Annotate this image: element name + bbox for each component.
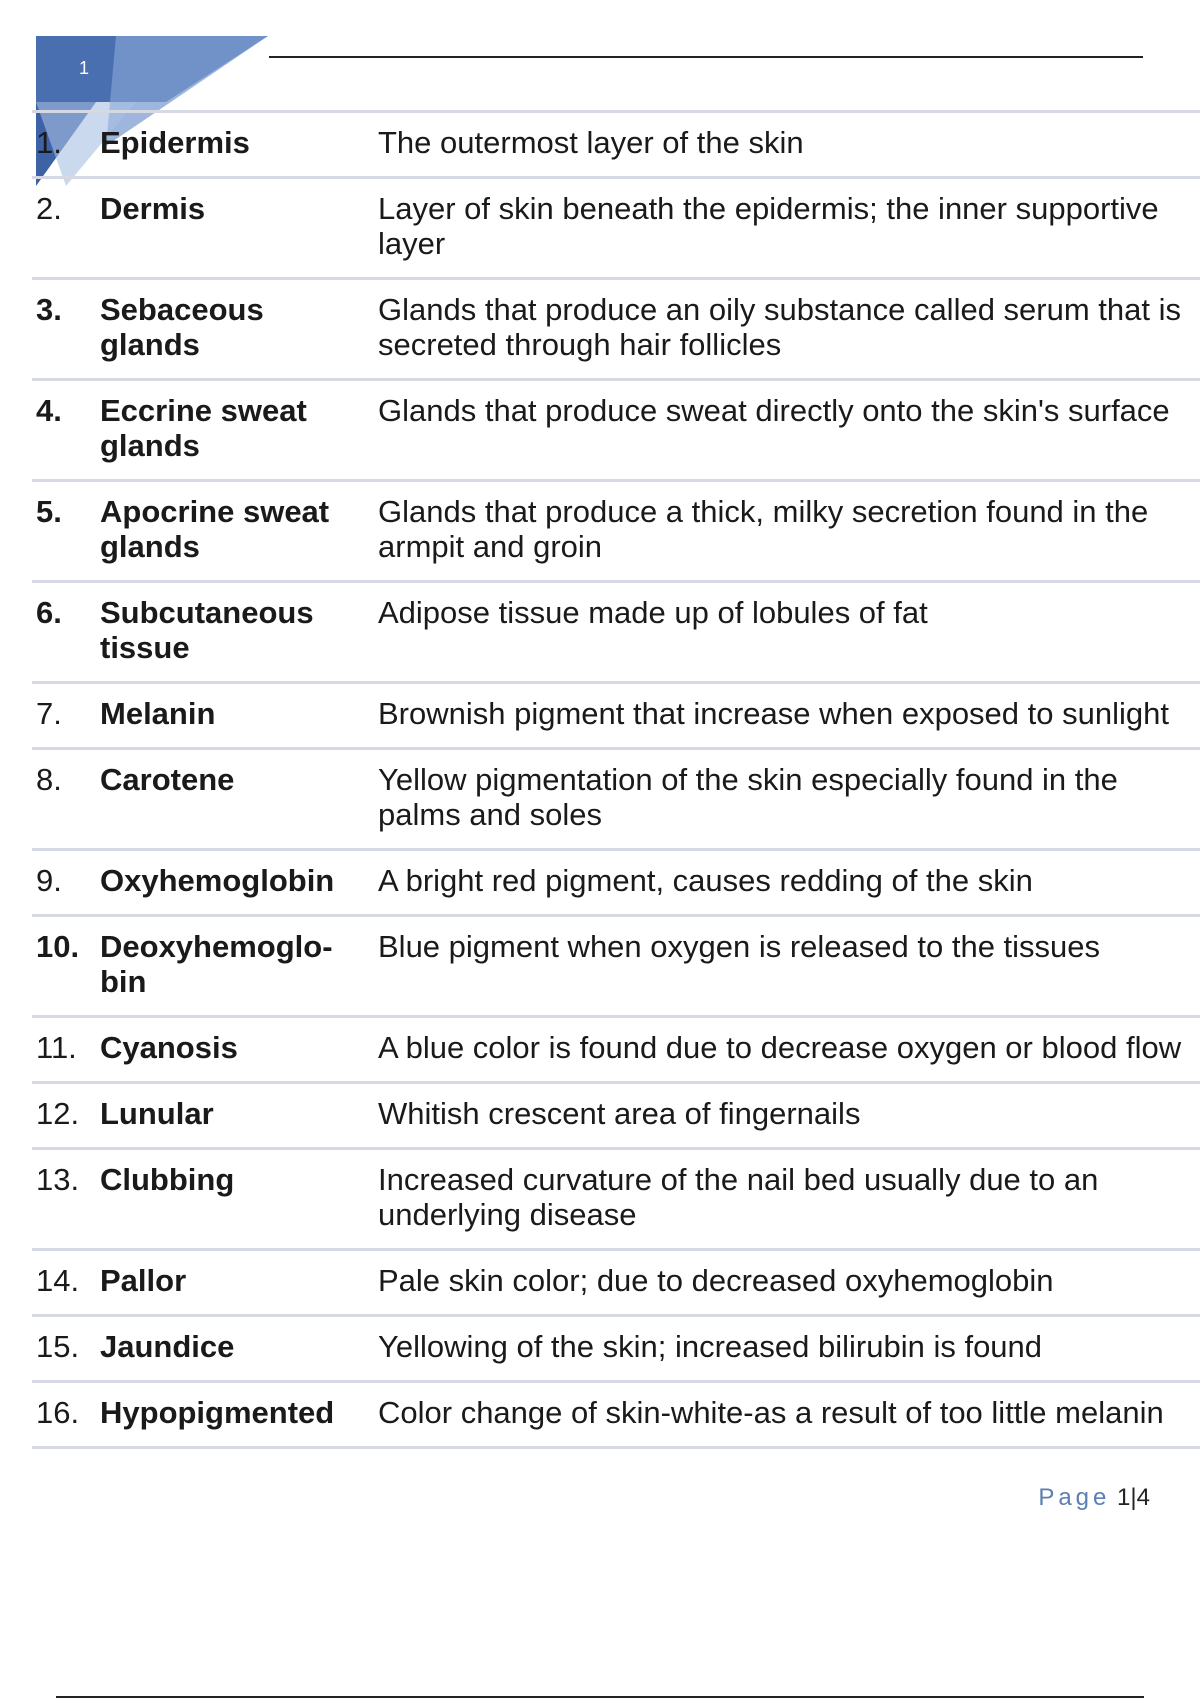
footer-rule — [56, 1696, 1144, 1698]
glossary-definition: Color change of skin-white-as a result of too little melanin — [374, 1382, 1200, 1448]
glossary-term: Clubbing — [96, 1149, 374, 1250]
page-label: Page — [1038, 1484, 1111, 1511]
glossary-number: 8. — [32, 749, 96, 850]
glossary-row — [32, 1382, 1200, 1448]
glossary-row — [32, 1316, 1200, 1382]
glossary-definition: Glands that produce sweat directly onto the skin's surface — [374, 380, 1200, 481]
page-current: 1 — [1117, 1484, 1131, 1511]
glossary-term: Hypopigmented — [96, 1382, 374, 1448]
skin-glossary-table — [32, 110, 1200, 1449]
glossary-term: Dermis — [96, 178, 374, 279]
glossary-number: 4. — [32, 380, 96, 481]
glossary-term: Oxyhemoglobin — [96, 850, 374, 916]
header-rule — [269, 56, 1143, 58]
glossary-definition: Glands that produce an oily substance called serum that is secreted through hair follicles — [374, 279, 1200, 380]
glossary-number: 16. — [32, 1382, 96, 1448]
glossary-definition: The outermost layer of the skin — [374, 112, 1200, 178]
glossary-number: 11. — [32, 1017, 96, 1083]
glossary-definition: Yellow pigmentation of the skin especially found in the palms and soles — [374, 749, 1200, 850]
glossary-row — [32, 749, 1200, 850]
glossary-number: 10. — [32, 916, 96, 1017]
glossary-number: 13. — [32, 1149, 96, 1250]
glossary-row — [32, 582, 1200, 683]
page-total: 4 — [1136, 1484, 1150, 1511]
glossary-definition: Pale skin color; due to decreased oxyhemoglobin — [374, 1250, 1200, 1316]
glossary-definition: A bright red pigment, causes redding of the skin — [374, 850, 1200, 916]
glossary-term: Cyanosis — [96, 1017, 374, 1083]
glossary-definition: Yellowing of the skin; increased bilirubin is found — [374, 1316, 1200, 1382]
glossary-term: Deoxyhemoglo-bin — [96, 916, 374, 1017]
glossary-row — [32, 279, 1200, 380]
glossary-definition: Brownish pigment that increase when exposed to sunlight — [374, 683, 1200, 749]
glossary-row — [32, 1017, 1200, 1083]
glossary-number: 15. — [32, 1316, 96, 1382]
glossary-term: Melanin — [96, 683, 374, 749]
glossary-definition: Increased curvature of the nail bed usually due to an underlying disease — [374, 1149, 1200, 1250]
glossary-term: Eccrine sweat glands — [96, 380, 374, 481]
glossary-row — [32, 1083, 1200, 1149]
glossary-definition: Adipose tissue made up of lobules of fat — [374, 582, 1200, 683]
glossary-number: 5. — [32, 481, 96, 582]
glossary-number: 9. — [32, 850, 96, 916]
glossary-number: 7. — [32, 683, 96, 749]
glossary-definition: A blue color is found due to decrease oxygen or blood flow — [374, 1017, 1200, 1083]
glossary-definition: Blue pigment when oxygen is released to the tissues — [374, 916, 1200, 1017]
glossary-row — [32, 1250, 1200, 1316]
glossary-term: Lunular — [96, 1083, 374, 1149]
glossary-term: Jaundice — [96, 1316, 374, 1382]
glossary-row — [32, 916, 1200, 1017]
glossary-row — [32, 178, 1200, 279]
glossary-term: Epidermis — [96, 112, 374, 178]
glossary-row — [32, 380, 1200, 481]
glossary-row — [32, 850, 1200, 916]
glossary-term: Carotene — [96, 749, 374, 850]
glossary-definition: Layer of skin beneath the epidermis; the inner supportive layer — [374, 178, 1200, 279]
glossary-definition: Whitish crescent area of fingernails — [374, 1083, 1200, 1149]
header-page-tab-number: 1 — [79, 58, 90, 78]
glossary-number: 3. — [32, 279, 96, 380]
glossary-row — [32, 481, 1200, 582]
glossary-number: 2. — [32, 178, 96, 279]
glossary-number: 12. — [32, 1083, 96, 1149]
glossary-term: Apocrine sweat glands — [96, 481, 374, 582]
glossary-number: 6. — [32, 582, 96, 683]
glossary-definition: Glands that produce a thick, milky secretion found in the armpit and groin — [374, 481, 1200, 582]
glossary-term: Pallor — [96, 1250, 374, 1316]
glossary-number: 1. — [32, 112, 96, 178]
glossary-row — [32, 112, 1200, 178]
glossary-term: Subcutaneous tissue — [96, 582, 374, 683]
glossary-row — [32, 683, 1200, 749]
page-separator: | — [1130, 1484, 1137, 1511]
glossary-number: 14. — [32, 1250, 96, 1316]
glossary-row — [32, 1149, 1200, 1250]
page-indicator — [1038, 1484, 1150, 1512]
glossary-term: Sebaceous glands — [96, 279, 374, 380]
